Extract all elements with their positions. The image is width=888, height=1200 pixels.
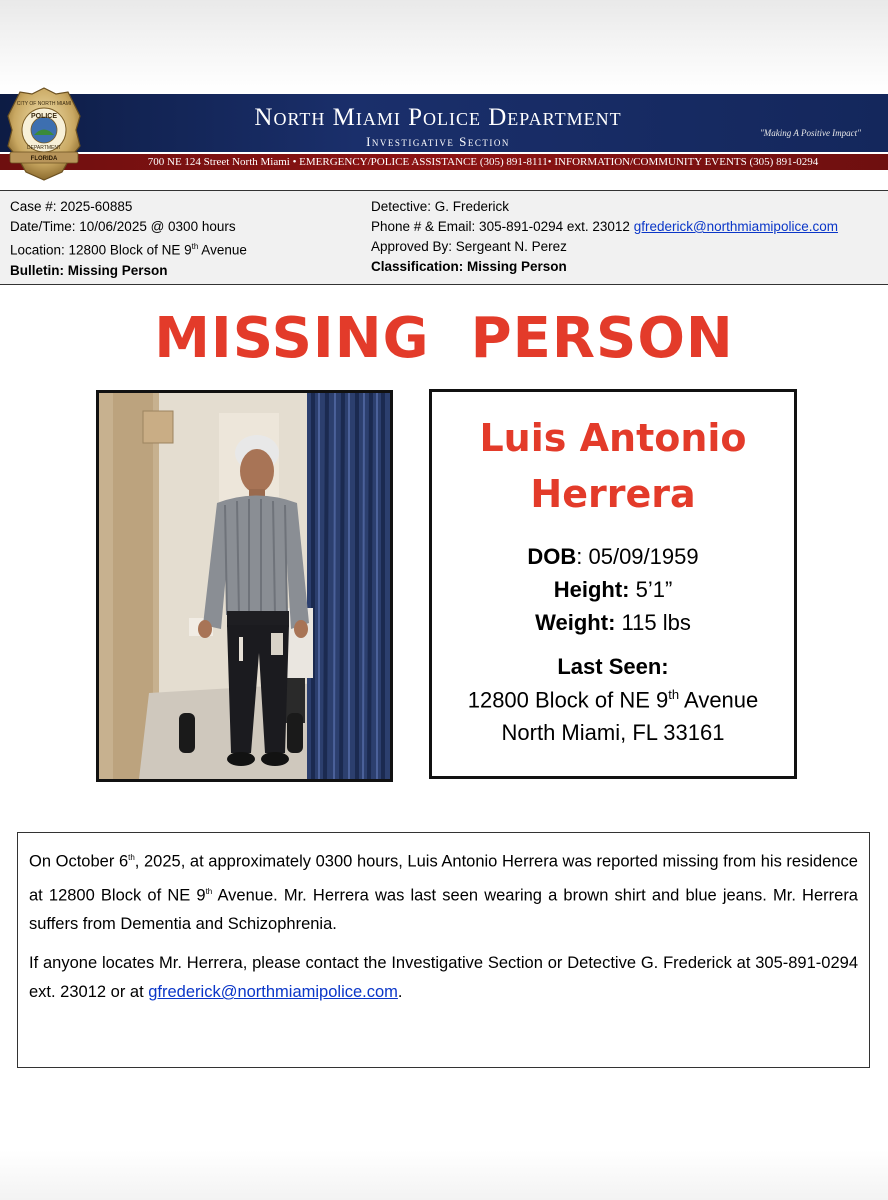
narrative-email-link[interactable]: gfrederick@northmiamipolice.com (148, 983, 398, 1001)
location-prefix: Location: 12800 Block of NE 9 (10, 242, 192, 258)
badge-top-text: CITY OF NORTH MIAMI (16, 101, 72, 107)
location-sup: th (191, 242, 199, 251)
height-row (432, 577, 794, 603)
last-seen-line1-sup: th (668, 687, 680, 702)
approved-by: Approved By: Sergeant N. Perez (371, 239, 567, 254)
section-name: Investigative Section (366, 134, 510, 149)
person-name (432, 410, 794, 522)
contact-strip: 700 NE 124 Street North Miami • EMERGENCY/POLICE ASSISTANCE (305) 891-8111• INFORMATION/COMMUNITY EVENTS (305) 891-0294 (147, 156, 819, 168)
narrative-p2-b: . (397, 983, 403, 1001)
badge-department-text: DEPARTMENT (27, 145, 61, 151)
last-seen-line1-suffix: Avenue (679, 687, 759, 713)
missing-person-photo (96, 390, 393, 782)
detective-email-link[interactable]: gfrederick@northmiamipolice.com (633, 219, 838, 234)
narrative-paragraph-1 (29, 843, 858, 939)
person-name-line1: Luis Antonio (479, 416, 747, 460)
department-name: North Miami Police Department (254, 104, 622, 131)
case-info-left (10, 197, 247, 281)
location-suffix: Avenue (198, 242, 247, 258)
weight-label: Weight: (535, 610, 616, 635)
detective-contact (371, 217, 838, 237)
dob-label: DOB (527, 544, 577, 569)
last-seen-city: North Miami, FL 33161 (501, 720, 725, 745)
page-title: MISSING PERSON (154, 306, 734, 371)
narrative-p1-b: , 2025, at approximately 0300 hours, Luis Antonio Herrera was reported missing from his residence at 12800 Block of NE 9 (29, 852, 858, 904)
case-datetime: Date/Time: 10/06/2025 @ 0300 hours (10, 219, 236, 234)
height-value: 5’1” (629, 577, 673, 602)
police-badge-icon (6, 86, 82, 182)
narrative-p2-a: If anyone locates Mr. Herrera, please contact the Investigative Section or Detective G. Frederick at 305-891-0294 ext. 23012 or at (29, 954, 858, 1001)
bottom-shade (0, 1150, 888, 1200)
badge-ribbon-text: FLORIDA (30, 156, 58, 162)
last-seen-label: Last Seen: (557, 654, 669, 679)
narrative-p1-a: On October 6 (29, 852, 129, 871)
bulletin-type: Bulletin: Missing Person (10, 262, 168, 278)
department-motto: "Making A Positive Impact" (760, 128, 861, 138)
case-number: Case #: 2025-60885 (10, 199, 133, 214)
height-label: Height: (553, 577, 630, 602)
top-shade (0, 0, 888, 92)
person-details-box (429, 389, 797, 779)
case-info-right (371, 197, 838, 277)
narrative-paragraph-2 (29, 949, 858, 1007)
badge-police-text: POLICE (30, 113, 58, 120)
last-seen-address (432, 687, 794, 713)
case-location (10, 237, 247, 261)
narrative-p1-c: Avenue. Mr. Herrera was last seen wearing a brown shirt and blue jeans. Mr. Herrera suffers from Dementia and Schizophrenia. (29, 886, 858, 933)
last-seen-label-row (432, 654, 794, 680)
case-info-block (0, 190, 888, 285)
person-name-line2: Herrera (530, 472, 696, 516)
narrative-box (17, 832, 870, 1068)
dob-value: : 05/09/1959 (576, 544, 699, 569)
dob-row (432, 544, 794, 570)
weight-row (432, 610, 794, 636)
narrative-p1-sup2: th (205, 886, 213, 896)
phone-label: Phone # & Email: 305-891-0294 ext. 23012 (371, 219, 634, 234)
last-seen-line1-prefix: 12800 Block of NE 9 (467, 687, 669, 713)
narrative-p1-sup1: th (128, 853, 135, 862)
classification: Classification: Missing Person (371, 259, 567, 274)
photo-illustration (99, 393, 390, 779)
detective-name: Detective: G. Frederick (371, 199, 510, 214)
department-banner (0, 94, 888, 176)
weight-value: 115 lbs (615, 610, 691, 635)
